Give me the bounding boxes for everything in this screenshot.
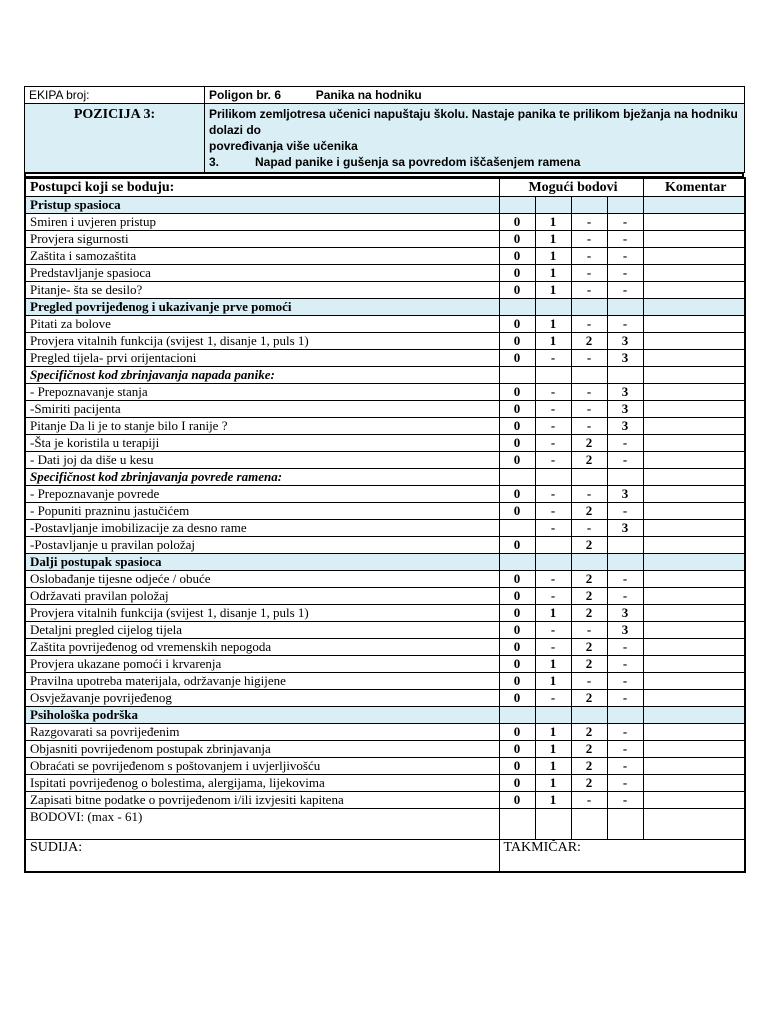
- score-cell[interactable]: 0: [499, 690, 535, 707]
- score-cell[interactable]: 3: [607, 384, 643, 401]
- procedure-label: - Dati joj da diše u kesu: [25, 452, 499, 469]
- comment-cell[interactable]: [643, 452, 745, 469]
- score-cell[interactable]: 0: [499, 265, 535, 282]
- procedure-label: - Prepoznavanje povrede: [25, 486, 499, 503]
- score-cell[interactable]: 0: [499, 741, 535, 758]
- procedure-label: Objasniti povrijeđenom postupak zbrinjavanja: [25, 741, 499, 758]
- pozicija-label: POZICIJA 3:: [25, 104, 205, 173]
- score-cell[interactable]: 1: [535, 741, 571, 758]
- procedure-label: Obraćati se povrijeđenom s poštovanjem i uvjerljivošću: [25, 758, 499, 775]
- score-cell: [535, 707, 571, 724]
- procedure-label: -Postavljanje imobilizacije za desno rame: [25, 520, 499, 537]
- score-cell[interactable]: 1: [535, 673, 571, 690]
- comment-cell[interactable]: [643, 486, 745, 503]
- score-cell[interactable]: -: [571, 350, 607, 367]
- score-cell[interactable]: 1: [535, 282, 571, 299]
- score-cell[interactable]: 0: [499, 775, 535, 792]
- score-cell[interactable]: 0: [499, 452, 535, 469]
- comment-cell[interactable]: [643, 656, 745, 673]
- procedure-label: Razgovarati sa povrijeđenim: [25, 724, 499, 741]
- score-cell[interactable]: -: [607, 452, 643, 469]
- score-cell: [535, 367, 571, 384]
- comment-cell[interactable]: [643, 248, 745, 265]
- table-row: [25, 486, 745, 503]
- comment-cell: [643, 299, 745, 316]
- score-cell[interactable]: 0: [499, 248, 535, 265]
- procedure-label: Pitanje Da li je to stanje bilo I ranije ?: [25, 418, 499, 435]
- score-cell[interactable]: [535, 537, 571, 554]
- table-row: [25, 231, 745, 248]
- score-cell[interactable]: 3: [607, 350, 643, 367]
- score-cell[interactable]: 0: [499, 758, 535, 775]
- procedure-label: Oslobađanje tijesne odjeće / obuće: [25, 571, 499, 588]
- score-cell[interactable]: -: [535, 350, 571, 367]
- table-header-row: [25, 178, 745, 197]
- task-text: Napad panike i gušenja sa povredom iščašenjem ramena: [255, 155, 581, 169]
- score-cell[interactable]: 2: [571, 571, 607, 588]
- comment-cell[interactable]: [643, 265, 745, 282]
- score-cell[interactable]: 0: [499, 486, 535, 503]
- score-cell[interactable]: -: [571, 792, 607, 809]
- score-cell[interactable]: -: [607, 435, 643, 452]
- score-cell[interactable]: 3: [607, 622, 643, 639]
- score-cell[interactable]: -: [607, 265, 643, 282]
- comment-cell[interactable]: [643, 571, 745, 588]
- table-row: [25, 639, 745, 656]
- task-number: 3.: [209, 155, 220, 169]
- score-cell: [607, 299, 643, 316]
- procedure-label: -Šta je koristila u terapiji: [25, 435, 499, 452]
- score-cell[interactable]: 0: [499, 282, 535, 299]
- score-cell[interactable]: -: [535, 520, 571, 537]
- score-cell: [571, 367, 607, 384]
- score-cell[interactable]: 3: [607, 401, 643, 418]
- score-cell[interactable]: -: [607, 690, 643, 707]
- score-cell[interactable]: -: [535, 690, 571, 707]
- table-row: [25, 792, 745, 809]
- table-row: [25, 690, 745, 707]
- comment-cell: [643, 197, 745, 214]
- score-cell[interactable]: 1: [535, 248, 571, 265]
- comment-cell[interactable]: [643, 758, 745, 775]
- score-cell[interactable]: 2: [571, 503, 607, 520]
- score-cell[interactable]: -: [607, 639, 643, 656]
- score-cell[interactable]: -: [607, 741, 643, 758]
- procedure-label: - Prepoznavanje stanja: [25, 384, 499, 401]
- score-cell[interactable]: 0: [499, 673, 535, 690]
- signature-row: [25, 840, 745, 873]
- score-cell[interactable]: 2: [571, 775, 607, 792]
- procedure-label: Pitati za bolove: [25, 316, 499, 333]
- table-row: [25, 435, 745, 452]
- comment-cell[interactable]: [643, 282, 745, 299]
- score-cell[interactable]: 2: [571, 656, 607, 673]
- comment-cell[interactable]: [643, 503, 745, 520]
- section-row: [25, 554, 745, 571]
- comment-cell[interactable]: [643, 605, 745, 622]
- procedure-label: Zaštita povrijeđenog od vremenskih nepogoda: [25, 639, 499, 656]
- score-cell[interactable]: -: [535, 639, 571, 656]
- score-cell[interactable]: 0: [499, 537, 535, 554]
- score-cell[interactable]: 0: [499, 401, 535, 418]
- score-cell[interactable]: 0: [499, 316, 535, 333]
- table-row: [25, 333, 745, 350]
- score-cell[interactable]: 3: [607, 520, 643, 537]
- score-cell[interactable]: 2: [571, 333, 607, 350]
- score-cell: [571, 299, 607, 316]
- score-cell: [607, 707, 643, 724]
- scenario-description: [205, 104, 745, 173]
- table-row: [25, 741, 745, 758]
- comment-cell[interactable]: [643, 435, 745, 452]
- score-cell[interactable]: -: [607, 758, 643, 775]
- score-cell[interactable]: 0: [499, 792, 535, 809]
- score-cell[interactable]: 0: [499, 639, 535, 656]
- judge-signature-label: SUDIJA:: [25, 840, 499, 873]
- comment-cell[interactable]: [643, 214, 745, 231]
- procedure-label: Provjera sigurnosti: [25, 231, 499, 248]
- score-cell: [607, 367, 643, 384]
- comment-cell: [643, 707, 745, 724]
- comment-cell[interactable]: [643, 690, 745, 707]
- score-cell: [607, 197, 643, 214]
- procedure-label: Predstavljanje spasioca: [25, 265, 499, 282]
- subsection-label: Specifičnost kod zbrinjavanja povrede ramena:: [25, 469, 499, 486]
- score-cell[interactable]: 0: [499, 214, 535, 231]
- score-cell[interactable]: 0: [499, 724, 535, 741]
- table-row: [25, 503, 745, 520]
- competitor-signature-label: TAKMIČAR:: [499, 840, 745, 873]
- procedure-label: Provjera ukazane pomoći i krvarenja: [25, 656, 499, 673]
- score-cell[interactable]: 1: [535, 724, 571, 741]
- total-row: [25, 809, 745, 840]
- score-cell[interactable]: [607, 537, 643, 554]
- score-cell[interactable]: 0: [499, 656, 535, 673]
- procedure-label: Održavati pravilan položaj: [25, 588, 499, 605]
- points-header: Mogući bodovi: [499, 178, 643, 197]
- table-row: [25, 605, 745, 622]
- score-cell[interactable]: 2: [571, 690, 607, 707]
- table-row: [25, 758, 745, 775]
- score-cell[interactable]: -: [571, 214, 607, 231]
- procedure-label: Smiren i uvjeren pristup: [25, 214, 499, 231]
- task-line: [209, 154, 740, 170]
- table-row: [25, 248, 745, 265]
- score-cell[interactable]: -: [607, 231, 643, 248]
- score-cell[interactable]: 1: [535, 231, 571, 248]
- comment-cell[interactable]: [643, 537, 745, 554]
- score-cell[interactable]: -: [607, 282, 643, 299]
- table-row: [25, 622, 745, 639]
- score-cell[interactable]: -: [535, 622, 571, 639]
- comment-cell[interactable]: [643, 418, 745, 435]
- score-cell: [535, 197, 571, 214]
- table-row: [25, 724, 745, 741]
- score-cell[interactable]: -: [607, 503, 643, 520]
- score-cell[interactable]: 0: [499, 231, 535, 248]
- score-cell[interactable]: -: [535, 384, 571, 401]
- scoring-sheet: [24, 86, 744, 873]
- score-cell[interactable]: -: [607, 248, 643, 265]
- score-cell[interactable]: 3: [607, 605, 643, 622]
- section-row: [25, 299, 745, 316]
- score-cell: [499, 299, 535, 316]
- section-label: Psihološka podrška: [25, 707, 499, 724]
- score-cell[interactable]: -: [571, 248, 607, 265]
- score-cell[interactable]: 2: [571, 724, 607, 741]
- score-cell[interactable]: 0: [499, 605, 535, 622]
- table-row: [25, 265, 745, 282]
- score-cell[interactable]: 1: [535, 758, 571, 775]
- comment-cell: [643, 469, 745, 486]
- score-cell[interactable]: 1: [535, 316, 571, 333]
- score-cell[interactable]: -: [571, 282, 607, 299]
- score-cell[interactable]: -: [535, 401, 571, 418]
- score-cell[interactable]: -: [535, 435, 571, 452]
- score-cell[interactable]: 2: [571, 435, 607, 452]
- procedure-label: -Postavljanje u pravilan položaj: [25, 537, 499, 554]
- score-cell: [499, 554, 535, 571]
- score-cell[interactable]: -: [571, 486, 607, 503]
- score-cell[interactable]: 1: [535, 265, 571, 282]
- score-cell: [607, 554, 643, 571]
- score-cell[interactable]: -: [607, 673, 643, 690]
- procedure-label: -Smiriti pacijenta: [25, 401, 499, 418]
- procedure-label: Pravilna upotreba materijala, održavanje higijene: [25, 673, 499, 690]
- score-cell: [535, 299, 571, 316]
- total-cell[interactable]: [571, 809, 607, 840]
- table-row: [25, 588, 745, 605]
- comment-cell[interactable]: [643, 316, 745, 333]
- score-cell[interactable]: 1: [535, 333, 571, 350]
- score-cell[interactable]: 3: [607, 486, 643, 503]
- score-cell: [571, 197, 607, 214]
- table-row: [25, 384, 745, 401]
- score-cell[interactable]: 0: [499, 418, 535, 435]
- table-row: [25, 350, 745, 367]
- score-cell[interactable]: -: [535, 571, 571, 588]
- subsection-row: [25, 469, 745, 486]
- score-cell[interactable]: -: [571, 265, 607, 282]
- score-cell[interactable]: -: [535, 486, 571, 503]
- procedure-label: - Popuniti prazninu jastučićem: [25, 503, 499, 520]
- section-label: Dalji postupak spasioca: [25, 554, 499, 571]
- score-cell[interactable]: 2: [571, 741, 607, 758]
- table-row: [25, 418, 745, 435]
- section-label: Pristup spasioca: [25, 197, 499, 214]
- score-cell[interactable]: -: [571, 231, 607, 248]
- score-cell: [499, 197, 535, 214]
- comment-cell: [643, 367, 745, 384]
- comment-header: Komentar: [643, 178, 745, 197]
- score-cell[interactable]: 1: [535, 656, 571, 673]
- score-cell[interactable]: -: [571, 384, 607, 401]
- score-cell[interactable]: -: [571, 316, 607, 333]
- subsection-row: [25, 367, 745, 384]
- description-line-2: povređivanja više učenika: [209, 139, 358, 153]
- score-cell: [535, 554, 571, 571]
- procedure-label: Pitanje- šta se desilo?: [25, 282, 499, 299]
- score-cell[interactable]: [499, 520, 535, 537]
- score-cell: [571, 707, 607, 724]
- procedure-label: Ispitati povrijeđenog o bolestima, alergijama, lijekovima: [25, 775, 499, 792]
- score-cell: [499, 707, 535, 724]
- table-row: [25, 571, 745, 588]
- procedure-label: Osvježavanje povrijeđenog: [25, 690, 499, 707]
- header-table: [24, 86, 745, 173]
- procedure-label: Pregled tijela- prvi orijentacioni: [25, 350, 499, 367]
- table-row: [25, 520, 745, 537]
- score-cell[interactable]: 0: [499, 503, 535, 520]
- comment-cell[interactable]: [643, 639, 745, 656]
- score-cell[interactable]: 3: [607, 418, 643, 435]
- scoring-table: [24, 177, 746, 873]
- poligon-label: Poligon br. 6: [209, 88, 282, 102]
- score-cell[interactable]: 2: [571, 639, 607, 656]
- score-cell: [499, 367, 535, 384]
- procedures-header: Postupci koji se boduju:: [25, 178, 499, 197]
- score-cell[interactable]: -: [535, 503, 571, 520]
- table-row: [25, 673, 745, 690]
- ekipa-label: EKIPA broj:: [25, 87, 205, 104]
- score-cell[interactable]: 0: [499, 571, 535, 588]
- procedure-label: Provjera vitalnih funkcija (svijest 1, disanje 1, puls 1): [25, 333, 499, 350]
- scenario-name: Panika na hodniku: [315, 88, 422, 102]
- comment-cell: [643, 554, 745, 571]
- table-row: [25, 656, 745, 673]
- score-cell[interactable]: 0: [499, 435, 535, 452]
- score-cell[interactable]: -: [607, 656, 643, 673]
- poligon-cell: [205, 87, 745, 104]
- total-comment-cell[interactable]: [643, 809, 745, 840]
- score-cell[interactable]: -: [607, 724, 643, 741]
- score-cell[interactable]: 0: [499, 333, 535, 350]
- score-cell[interactable]: 0: [499, 588, 535, 605]
- score-cell[interactable]: 1: [535, 214, 571, 231]
- procedure-label: Provjera vitalnih funkcija (svijest 1, disanje 1, puls 1): [25, 605, 499, 622]
- procedure-label: Detaljni pregled cijelog tijela: [25, 622, 499, 639]
- total-cell[interactable]: [499, 809, 535, 840]
- comment-cell[interactable]: [643, 622, 745, 639]
- section-row: [25, 707, 745, 724]
- score-cell[interactable]: -: [535, 418, 571, 435]
- comment-cell[interactable]: [643, 792, 745, 809]
- comment-cell[interactable]: [643, 724, 745, 741]
- comment-cell[interactable]: [643, 775, 745, 792]
- subsection-label: Specifičnost kod zbrinjavanja napada panike:: [25, 367, 499, 384]
- comment-cell[interactable]: [643, 673, 745, 690]
- score-cell[interactable]: 1: [535, 605, 571, 622]
- score-cell[interactable]: 3: [607, 333, 643, 350]
- table-row: [25, 282, 745, 299]
- score-cell[interactable]: -: [607, 588, 643, 605]
- score-cell: [607, 469, 643, 486]
- score-cell[interactable]: -: [535, 452, 571, 469]
- score-cell[interactable]: 2: [571, 605, 607, 622]
- score-cell[interactable]: 2: [571, 452, 607, 469]
- score-cell[interactable]: -: [571, 418, 607, 435]
- comment-cell[interactable]: [643, 741, 745, 758]
- score-cell[interactable]: -: [571, 520, 607, 537]
- score-cell[interactable]: -: [571, 673, 607, 690]
- score-cell[interactable]: 1: [535, 792, 571, 809]
- score-cell: [571, 469, 607, 486]
- comment-cell[interactable]: [643, 333, 745, 350]
- comment-cell[interactable]: [643, 350, 745, 367]
- score-cell: [571, 554, 607, 571]
- comment-cell[interactable]: [643, 231, 745, 248]
- score-cell[interactable]: 0: [499, 622, 535, 639]
- score-cell[interactable]: -: [571, 622, 607, 639]
- total-cell[interactable]: [607, 809, 643, 840]
- score-cell[interactable]: 2: [571, 537, 607, 554]
- score-cell: [499, 469, 535, 486]
- score-cell[interactable]: -: [607, 214, 643, 231]
- procedure-label: Zaštita i samozaštita: [25, 248, 499, 265]
- description-line-1: Prilikom zemljotresa učenici napuštaju školu. Nastaje panika te prilikom bježanja na hodniku dolazi do: [209, 107, 738, 137]
- score-cell[interactable]: -: [607, 775, 643, 792]
- score-cell[interactable]: -: [607, 792, 643, 809]
- score-cell[interactable]: 0: [499, 384, 535, 401]
- score-cell[interactable]: -: [607, 571, 643, 588]
- comment-cell[interactable]: [643, 401, 745, 418]
- table-row: [25, 537, 745, 554]
- section-row: [25, 197, 745, 214]
- table-row: [25, 775, 745, 792]
- score-cell: [535, 469, 571, 486]
- score-cell[interactable]: 0: [499, 350, 535, 367]
- section-label: Pregled povrijeđenog i ukazivanje prve pomoći: [25, 299, 499, 316]
- score-cell[interactable]: -: [571, 401, 607, 418]
- table-row: [25, 401, 745, 418]
- scoring-rows: [25, 197, 745, 809]
- comment-cell[interactable]: [643, 588, 745, 605]
- total-label: BODOVI: (max - 61): [25, 809, 499, 840]
- table-row: [25, 452, 745, 469]
- score-cell[interactable]: 2: [571, 588, 607, 605]
- total-cell[interactable]: [535, 809, 571, 840]
- score-cell[interactable]: -: [535, 588, 571, 605]
- score-cell[interactable]: 1: [535, 775, 571, 792]
- comment-cell[interactable]: [643, 520, 745, 537]
- table-row: [25, 214, 745, 231]
- score-cell[interactable]: -: [607, 316, 643, 333]
- table-row: [25, 316, 745, 333]
- score-cell[interactable]: 2: [571, 758, 607, 775]
- comment-cell[interactable]: [643, 384, 745, 401]
- procedure-label: Zapisati bitne podatke o povrijeđenom i/ili izvjesiti kapitena: [25, 792, 499, 809]
